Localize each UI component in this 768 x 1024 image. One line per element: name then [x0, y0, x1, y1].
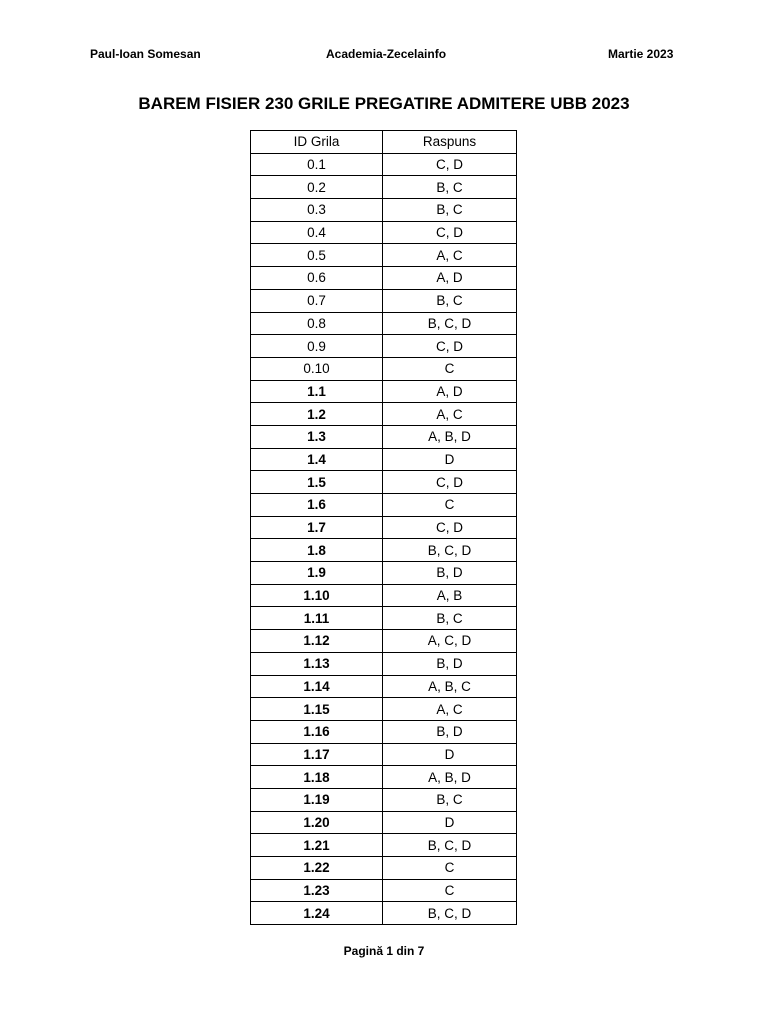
answer-cell: A, D: [383, 380, 517, 403]
answer-cell: B, C: [383, 788, 517, 811]
document-title: BAREM FISIER 230 GRILE PREGATIRE ADMITERE UBB 2023: [138, 94, 630, 113]
question-id-cell: 1.18: [251, 766, 383, 789]
question-id-cell: 1.24: [251, 902, 383, 925]
table-row: [251, 312, 517, 335]
question-id-cell: 1.13: [251, 652, 383, 675]
table-row: [251, 698, 517, 721]
table-row: [251, 879, 517, 902]
table-row: [251, 289, 517, 312]
answer-cell: B, C: [383, 289, 517, 312]
question-id-cell: 0.9: [251, 335, 383, 358]
header-organization: Academia-Zecelainfo: [326, 47, 447, 61]
answer-cell: B, C: [383, 607, 517, 630]
question-id-cell: 0.5: [251, 244, 383, 267]
answer-cell: A, B: [383, 584, 517, 607]
table-row: [251, 153, 517, 176]
header-date: Martie 2023: [608, 47, 674, 61]
question-id-cell: 1.3: [251, 425, 383, 448]
answer-cell: B, C, D: [383, 902, 517, 925]
answer-cell: B, D: [383, 720, 517, 743]
answer-cell: A, B, C: [383, 675, 517, 698]
table-row: [251, 199, 517, 222]
table-row: [251, 539, 517, 562]
table-row: [251, 811, 517, 834]
question-id-cell: 1.2: [251, 403, 383, 426]
table-row: [251, 267, 517, 290]
table-row: [251, 675, 517, 698]
answer-cell: C, D: [383, 153, 517, 176]
answer-cell: C: [383, 857, 517, 880]
table-row: [251, 403, 517, 426]
table-row: [251, 335, 517, 358]
table-row: [251, 788, 517, 811]
question-id-cell: 1.17: [251, 743, 383, 766]
table-header: [251, 131, 517, 154]
question-id-cell: 1.12: [251, 630, 383, 653]
answer-cell: D: [383, 448, 517, 471]
answer-cell: A, C: [383, 244, 517, 267]
question-id-cell: 1.16: [251, 720, 383, 743]
answer-cell: B, D: [383, 562, 517, 585]
answer-cell: A, C, D: [383, 630, 517, 653]
answer-cell: D: [383, 743, 517, 766]
table-row: [251, 834, 517, 857]
table-row: [251, 244, 517, 267]
answer-cell: C: [383, 357, 517, 380]
answer-cell: B, C: [383, 199, 517, 222]
answer-cell: B, D: [383, 652, 517, 675]
table-header-row: [251, 131, 517, 154]
table-row: [251, 494, 517, 517]
answer-cell: D: [383, 811, 517, 834]
answer-cell: B, C, D: [383, 312, 517, 335]
answer-cell: C, D: [383, 221, 517, 244]
answer-cell: C, D: [383, 335, 517, 358]
question-id-cell: 1.1: [251, 380, 383, 403]
question-id-cell: 1.8: [251, 539, 383, 562]
table-row: [251, 425, 517, 448]
question-id-cell: 0.8: [251, 312, 383, 335]
table-row: [251, 380, 517, 403]
answer-cell: C, D: [383, 516, 517, 539]
question-id-cell: 0.4: [251, 221, 383, 244]
answer-cell: B, C: [383, 176, 517, 199]
table-row: [251, 652, 517, 675]
table-row: [251, 516, 517, 539]
question-id-cell: 0.1: [251, 153, 383, 176]
answer-cell: A, D: [383, 267, 517, 290]
question-id-cell: 1.10: [251, 584, 383, 607]
question-id-cell: 1.11: [251, 607, 383, 630]
answer-cell: A, C: [383, 698, 517, 721]
answer-cell: C: [383, 494, 517, 517]
answer-cell: A, B, D: [383, 766, 517, 789]
table-row: [251, 857, 517, 880]
table-row: [251, 630, 517, 653]
table-row: [251, 902, 517, 925]
answer-cell: A, C: [383, 403, 517, 426]
table-row: [251, 448, 517, 471]
table-row: [251, 607, 517, 630]
question-id-cell: 1.6: [251, 494, 383, 517]
answer-cell: C, D: [383, 471, 517, 494]
question-id-cell: 1.7: [251, 516, 383, 539]
answer-key-table: [250, 130, 517, 925]
table-row: [251, 743, 517, 766]
question-id-cell: 1.15: [251, 698, 383, 721]
table-row: [251, 766, 517, 789]
table-row: [251, 471, 517, 494]
table-row: [251, 221, 517, 244]
question-id-cell: 1.20: [251, 811, 383, 834]
question-id-cell: 1.19: [251, 788, 383, 811]
question-id-cell: 1.4: [251, 448, 383, 471]
table-row: [251, 176, 517, 199]
answer-cell: A, B, D: [383, 425, 517, 448]
table-row: [251, 584, 517, 607]
answer-cell: B, C, D: [383, 834, 517, 857]
header-author: Paul-Ioan Somesan: [90, 47, 201, 61]
question-id-cell: 1.14: [251, 675, 383, 698]
question-id-cell: 0.10: [251, 357, 383, 380]
column-header-answer: Raspuns: [383, 131, 517, 154]
table-body: [251, 153, 517, 924]
answer-cell: B, C, D: [383, 539, 517, 562]
question-id-cell: 1.9: [251, 562, 383, 585]
question-id-cell: 0.6: [251, 267, 383, 290]
page-number: Pagină 1 din 7: [343, 944, 425, 958]
question-id-cell: 0.3: [251, 199, 383, 222]
table-row: [251, 562, 517, 585]
table-row: [251, 720, 517, 743]
question-id-cell: 1.21: [251, 834, 383, 857]
table-row: [251, 357, 517, 380]
question-id-cell: 0.2: [251, 176, 383, 199]
question-id-cell: 0.7: [251, 289, 383, 312]
column-header-id: ID Grila: [251, 131, 383, 154]
question-id-cell: 1.22: [251, 857, 383, 880]
question-id-cell: 1.23: [251, 879, 383, 902]
question-id-cell: 1.5: [251, 471, 383, 494]
answer-cell: C: [383, 879, 517, 902]
